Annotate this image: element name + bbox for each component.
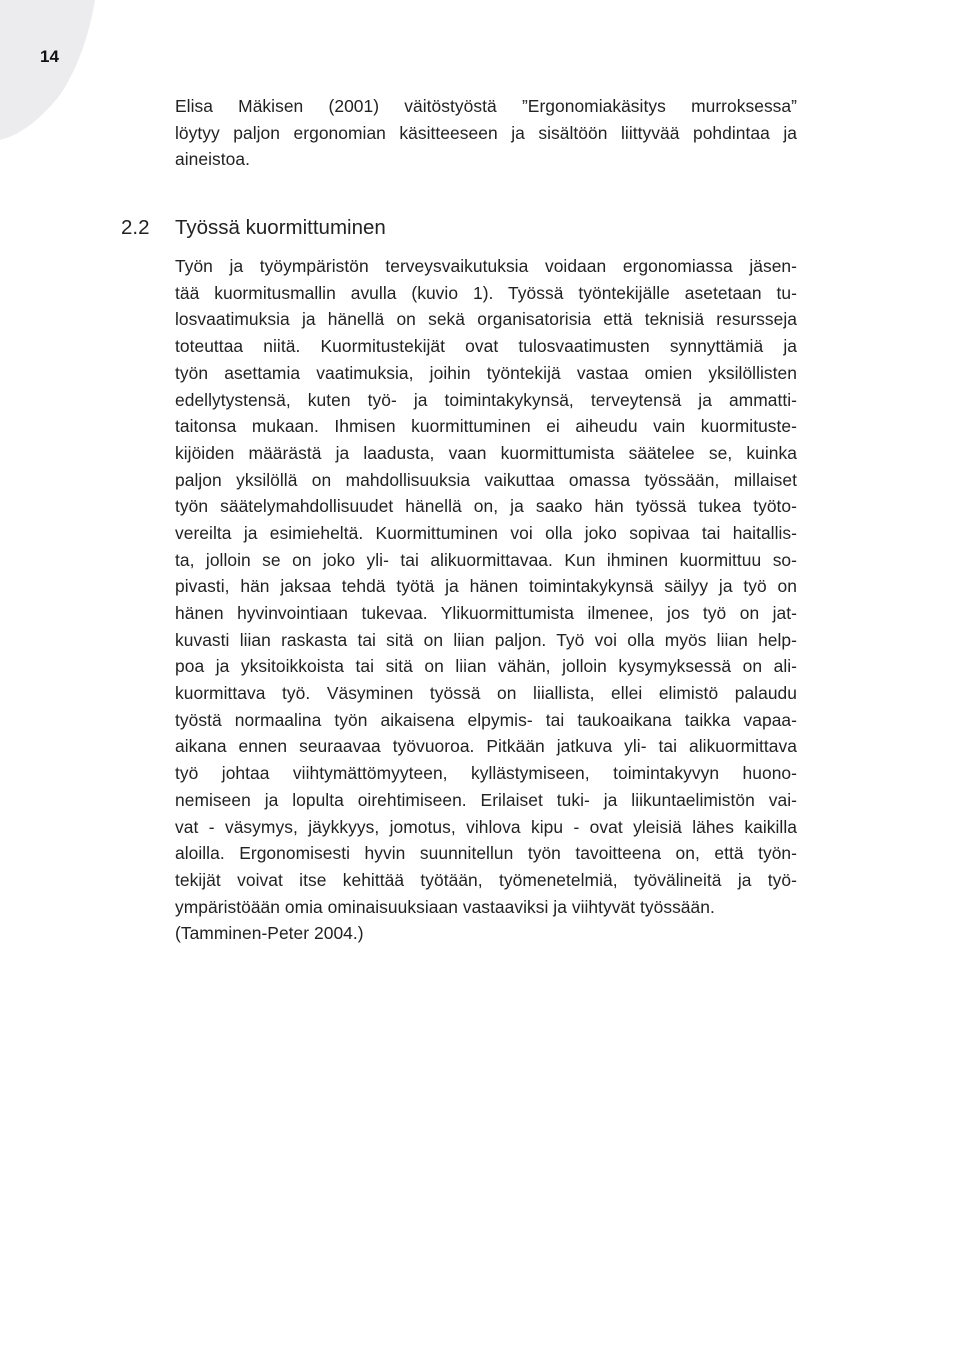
document-content <box>121 93 797 947</box>
text-line: Työn ja työympäristön terveysvaikutuksia voidaan ergonomiassa jäsen- <box>175 256 797 277</box>
text-line: kuvasti liian raskasta tai sitä on liian paljon. Työ voi olla myös liian help- <box>175 629 797 650</box>
text-line: ta, jolloin se on joko yli- tai alikuormittavaa. Kun ihminen kuormittuu so- <box>175 549 797 570</box>
text-line: (Tamminen-Peter 2004.) <box>175 923 364 944</box>
text-line: tekijät voivat itse kehittää työtään, työmenetelmiä, työvälineitä ja työ- <box>175 869 797 890</box>
text-line: edellytystensä, kuten työ- ja toimintakykynsä, terveytensä ja ammatti- <box>175 389 797 410</box>
text-line: kijöiden määrästä ja laadusta, vaan kuormittumista säätelee se, kuinka <box>175 442 797 463</box>
text-line: vat - väsymys, jäykkyys, jomotus, vihlova kipu - ovat yleisiä lähes kaikilla <box>175 816 797 837</box>
text-line: kuormittava työ. Väsyminen työssä on liiallista, ellei elimistö palaudu <box>175 683 797 704</box>
section-number: 2.2 <box>121 216 150 240</box>
text-line: taitonsa mukaan. Ihmisen kuormittuminen ei aiheudu vain kuormituste- <box>175 416 797 437</box>
text-line: aikana ennen seuraavaa työvuoroa. Pitkään jatkuva yli- tai alikuormittava <box>175 736 797 757</box>
text-line: losvaatimuksia ja hänellä on sekä organisatorisia että teknisiä resursseja <box>175 309 797 330</box>
text-line: Elisa Mäkisen (2001) väitöstyöstä ”Ergonomiakäsitys murroksessa” <box>175 96 797 116</box>
text-line: toteuttaa niitä. Kuormitustekijät ovat tulosvaatimusten synnyttämiä ja <box>175 336 797 357</box>
section-title: Työssä kuormittuminen <box>175 216 386 240</box>
section-heading <box>121 213 797 253</box>
text-line: löytyy paljon ergonomian käsitteeseen ja sisältöön liittyvää pohdintaa ja <box>175 122 797 143</box>
text-line: poa ja yksitoikkoista tai sitä on liian vähän, jolloin kysymyksessä on ali- <box>175 656 797 677</box>
text-line: pivasti, hän jaksaa tehdä työtä ja hänen toimintakykynsä säilyy ja työ on <box>175 576 797 597</box>
text-line: vereilta ja esimieheltä. Kuormittuminen voi olla joko sopivaa tai haitallis- <box>175 522 797 543</box>
text-line: paljon yksilöllä on mahdollisuuksia vaikuttaa omassa työssään, millaiset <box>175 469 797 490</box>
text-line: aineistoa. <box>175 149 250 170</box>
text-line: työn säätelymahdollisuudet hänellä on, ja saako hän työssä tukea työto- <box>175 496 797 517</box>
spacer <box>175 173 797 213</box>
intro-paragraph <box>175 93 797 173</box>
text-line: työstä normaalina työn aikaisena elpymis- tai taukoaikana taikka vapaa- <box>175 709 797 730</box>
text-line: hänen hyvinvointiaan tukevaa. Ylikuormittumista ilmenee, jos työ on jat- <box>175 603 797 623</box>
text-line: nemiseen ja lopulta oirehtimiseen. Erilaiset tuki- ja liikuntaelimistön vai- <box>175 789 797 810</box>
page-number: 14 <box>40 47 59 66</box>
section-paragraph <box>175 253 797 947</box>
text-line: aloilla. Ergonomisesti hyvin suunnitellun työn tavoitteena on, että työn- <box>175 843 797 864</box>
text-line: tää kuormitusmallin avulla (kuvio 1). Työssä työntekijälle asetetaan tu- <box>175 282 797 303</box>
text-line: työ johtaa viihtymättömyyteen, kyllästymiseen, toimintakyvyn huono- <box>175 763 797 784</box>
text-line: työn asettamia vaatimuksia, joihin työntekijä vastaa omien yksilöllisten <box>175 362 797 383</box>
text-line: ympäristöään omia ominaisuuksiaan vastaaviksi ja viihtyvät työssään. <box>175 896 715 917</box>
